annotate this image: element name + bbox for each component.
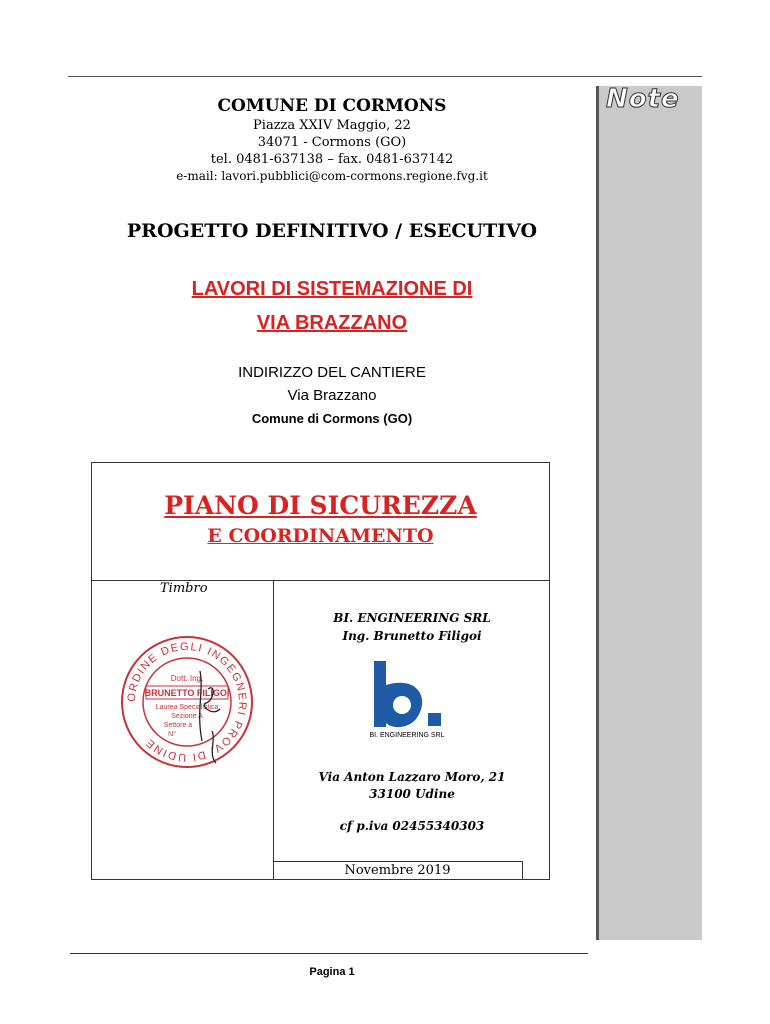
page-number: Pagina 1: [309, 966, 355, 978]
top-rule: [68, 76, 702, 77]
firm-address-line-2: 33100 Udine: [369, 787, 455, 801]
document-date: Novembre 2019: [273, 861, 523, 880]
comune-title: COMUNE DI CORMONS: [217, 96, 447, 116]
logo-caption: BI. ENGINEERING SRL: [369, 732, 445, 739]
plan-title-line-2: E COORDINAMENTO: [207, 525, 434, 547]
address-line-1: Piazza XXIV Maggio, 22: [253, 118, 411, 133]
note-title: Note: [606, 84, 680, 114]
plan-box: [91, 462, 550, 880]
firm-engineer: Ing. Brunetto Filigoi: [342, 629, 482, 643]
plan-title-line-1: PIANO DI SICUREZZA: [164, 491, 477, 520]
site-address-label: INDIRIZZO DEL CANTIERE: [238, 364, 426, 381]
bottom-rule: [70, 953, 588, 954]
stamp-ring-text: ORDINE DEGLI INGEGNERI PROV. DI UDINE: [125, 640, 249, 764]
site-town: Comune di Cormons (GO): [251, 411, 413, 426]
stamp-line-6: N°: [168, 731, 176, 738]
works-title-line-1: LAVORI DI SISTEMAZIONE DI: [191, 278, 473, 300]
stamp-line-4: Sezione A: [171, 713, 203, 720]
firm-address-line-1: Via Anton Lazzaro Moro, 21: [318, 770, 506, 784]
svg-text:ORDINE DEGLI INGEGNERI PROV. D: [126, 641, 248, 763]
site-street: Via Brazzano: [287, 387, 377, 404]
firm-vat: cf p.iva 02455340303: [339, 819, 485, 833]
address-line-2: 34071 - Cormons (GO): [257, 135, 407, 150]
project-type: PROGETTO DEFINITIVO / ESECUTIVO: [126, 220, 538, 242]
email-line: e-mail: lavori.pubblici@com-cormons.regione.fvg.it: [176, 169, 488, 183]
engineer-stamp: [116, 631, 258, 773]
stamp-line-5: Settore a: [163, 722, 193, 729]
works-title-line-2: VIA BRAZZANO: [256, 312, 408, 334]
stamp-label: Timbro: [160, 581, 208, 596]
stamp-line-3: Laurea Specialistica: [155, 704, 219, 711]
firm-name: BI. ENGINEERING SRL: [333, 611, 491, 625]
phone-fax: tel. 0481-637138 – fax. 0481-637142: [210, 152, 454, 167]
note-column: [596, 86, 702, 940]
stamp-line-1: Dott. Ing.: [170, 674, 204, 683]
stamp-line-2: BRUNETTO FILIGOI: [144, 688, 230, 698]
